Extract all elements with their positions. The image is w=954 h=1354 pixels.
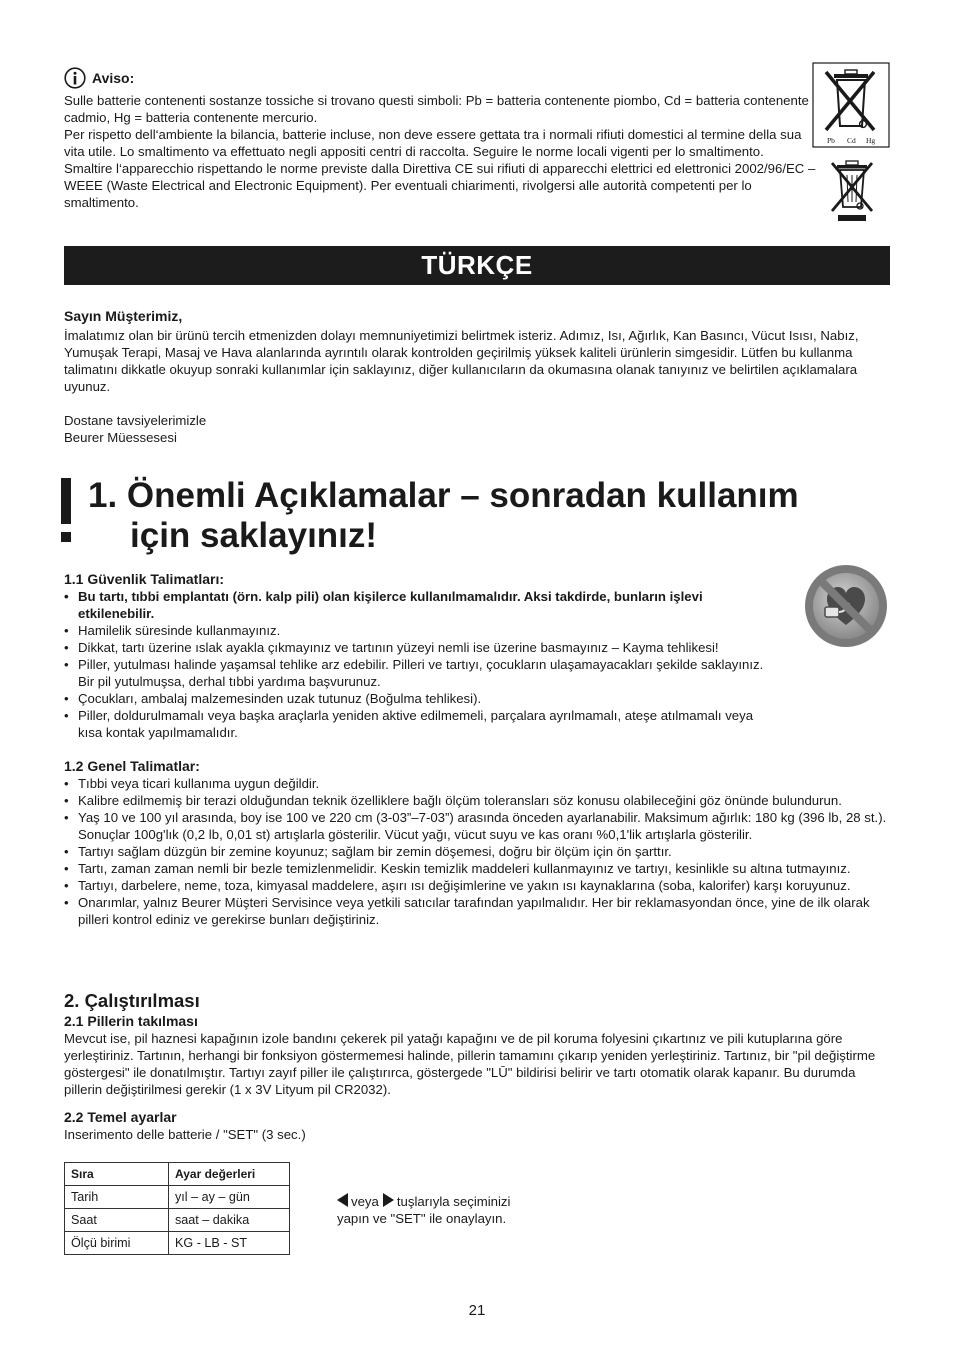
aviso-header xyxy=(64,66,816,90)
heading-important-notes xyxy=(88,476,888,556)
list-item: • Tartı, zaman zaman nemli bir bezle temizlenmelidir. Keskin temizlik maddeleri kullanmayınız ve tartıyı, kesinlikle su altına tutmayınız. xyxy=(64,860,890,877)
info-icon xyxy=(64,67,86,89)
closing-line-1: Dostane tavsiyelerimizle xyxy=(64,413,207,428)
arrow-left-icon xyxy=(337,1193,348,1207)
list-item: • Bu tartı, tıbbi emplantatı (örn. kalp pili) olan kişilerce kullanılmamalıdır. Aksi takdirde, bunların işlevi etkilenebilir. xyxy=(64,588,778,622)
table-row xyxy=(65,1186,290,1209)
no-pacemaker-icon xyxy=(803,563,889,649)
disposal-icons xyxy=(812,62,890,227)
intro-block xyxy=(64,308,890,446)
table-cell: saat – dakika xyxy=(169,1209,290,1232)
general-section xyxy=(64,757,890,928)
heading-line-2: için saklayınız! xyxy=(130,516,378,555)
bin-label-cd: Cd xyxy=(847,136,856,145)
settings-table xyxy=(64,1162,290,1255)
battery-bin-icon xyxy=(812,62,890,148)
list-item: • Onarımlar, yalnız Beurer Müşteri Servisince veya yetkili satıcılar tarafından yapılmalıdır. Her bir reklamasyondan önce, yine de ilk olarak pilleri kontrol ediniz ve gerekirse bunları değiştiriniz. xyxy=(64,894,890,928)
basic-settings-title: 2.2 Temel ayarlar xyxy=(64,1109,177,1125)
table-cell: Saat xyxy=(65,1209,169,1232)
general-title: 1.2 Genel Talimatlar: xyxy=(64,758,200,774)
language-section-bar: TÜRKÇE xyxy=(64,246,890,285)
aviso-block xyxy=(64,66,816,211)
safety-section xyxy=(64,570,778,741)
intro-text: İmalatımız olan bir ürünü tercih etmenizden dolayı memnuniyetimizi belirtmek isteriz. Adımız, Isı, Ağırlık, Kan Basıncı, Vücut Isısı, Nabız, Yumuşak Terapi, Masaj ve Hava alanlarında ayrıntılı olarak kontrolden geçirilmiş yüksek kaliteli ürünlerin simgesidir. Lütfen bu kullanma talimatını dikkatle okuyup sonraki kullanımlar için saklayınız, diğer kullanıcıların da okumasına olanak tanıyınız ve belirtilen açıklamalara uyunuz. xyxy=(64,328,859,394)
table-cell: yıl – ay – gün xyxy=(169,1186,290,1209)
batteries-text: Mevcut ise, pil haznesi kapağının izole bandını çekerek pil yatağı kapağını ve de pil koruma folyesini çıkartınız ve pili kutuplarına göre yerleştiriniz. Tartının, herhangi bir fonksiyon göstermemesi halinde, pillerin tamamını çıkarıp yeniden yerleştiriniz. Tartınız, bir "pil değiştirme göstergesi" ile donatılmıştır. Tartıyı zayıf piller ile çalıştırırca, göstergede "LŪ" bildirisi belirir ve tartı otomatik olarak kapanır. Bu durumda pillerin değiştirilmesi gerekir (1 x 3V Lityum pil CR2032). xyxy=(64,1031,876,1097)
operation-section xyxy=(64,990,890,1143)
heading-line-1: 1. Önemli Açıklamalar – sonradan kullanım xyxy=(88,476,799,515)
exclamation-warning-icon xyxy=(58,476,74,544)
batteries-title: 2.1 Pillerin takılması xyxy=(64,1013,198,1029)
closing-line-2: Beurer Müessesesi xyxy=(64,430,177,445)
safety-list xyxy=(64,588,778,741)
weee-bin-icon xyxy=(812,159,890,227)
list-item: • Tartıyı, darbelere, neme, toza, kimyasal maddelere, aşırı ısı değişimlerine ve yakın ısı kaynaklarına (soba, kalorifer) karşı koruyunuz. xyxy=(64,877,890,894)
aviso-text: Sulle batterie contenenti sostanze tossiche si trovano questi simboli: Pb = batteria contenente piombo, Cd = batteria contenente cadmio, Hg = batteria contenente mercurio. Per rispetto dell‘ambiente la bilancia, batterie incluse, non deve essere gettata tra i normali rifiuti domestici al termine della sua vita utile. Lo smaltimento va effettuato negli appositi centri di raccolta. Seguire le norme locali vigenti per lo smaltimento. Smaltire l‘apparecchio rispettando le norme previste dalla Direttiva CE sui rifiuti di apparecchi elettrici ed elettronici 2002/96/EC – WEEE (Waste Electrical and Electronic Equipment). Per eventuali chiarimenti, rivolgersi alle autorità competenti per lo smaltimento. xyxy=(64,93,816,210)
list-item: • Dikkat, tartı üzerine ıslak ayakla çıkmayınız ve tartının yüzeyi nemli ise üzerine basmayınız – Kayma tehlikesi! xyxy=(64,639,778,656)
list-item: • Yaş 10 ve 100 yıl arasında, boy ise 100 ve 220 cm (3-03”–7-03”) arasında önceden ayarlanabilir. Maksimum ağırlık: 180 kg (396 lb, 28 st.). Sonuçlar 100g'lık (0,2 lb, 0,01 st) artışlarla gösterilir. Vücut yağı, vücut suyu ve kas oranı %0,1'lik artışlarla gösterilir. xyxy=(64,809,890,843)
table-row xyxy=(65,1232,290,1255)
basic-settings-subtitle: Inserimento delle batterie / "SET" (3 sec.) xyxy=(64,1127,306,1142)
list-item: • Çocukları, ambalaj malzemesinden uzak tutunuz (Boğulma tehlikesi). xyxy=(64,690,778,707)
general-list xyxy=(64,775,890,928)
table-header-row xyxy=(65,1163,290,1186)
list-item: • Hamilelik süresinde kullanmayınız. xyxy=(64,622,778,639)
safety-title: 1.1 Güvenlik Talimatları: xyxy=(64,571,225,587)
bin-label-hg: Hg xyxy=(866,136,876,145)
navigation-note xyxy=(337,1193,557,1227)
list-item: • Piller, yutulması halinde yaşamsal tehlike arz edebilir. Pilleri ve tartıyı, çocukların ulaşamayacakları şekilde saklayınız. Bir pil yutulmuşsa, derhal tıbbi yardıma başvurunuz. xyxy=(64,656,778,690)
nav-note-or: veya xyxy=(351,1194,379,1209)
page-number: 21 xyxy=(468,1302,486,1319)
nav-note-line-2: yapın ve "SET" ile onaylayın. xyxy=(337,1211,507,1226)
operation-title: 2. Çalıştırılması xyxy=(64,990,200,1011)
table-header-cell: Ayar değerleri xyxy=(169,1163,290,1186)
table-cell: KG - LB - ST xyxy=(169,1232,290,1255)
table-header-cell: Sıra xyxy=(65,1163,169,1186)
table-row xyxy=(65,1209,290,1232)
bin-label-pb: Pb xyxy=(827,136,835,145)
table-cell: Ölçü birimi xyxy=(65,1232,169,1255)
list-item: • Piller, doldurulmamalı veya başka araçlarla yeniden aktive edilmemeli, parçalara ayrılmamalı, ateşe atılmamalı veya kısa kontak yapılmamalıdır. xyxy=(64,707,778,741)
salutation: Sayın Müşterimiz, xyxy=(64,308,183,324)
nav-note-keys: tuşlarıyla seçiminizi xyxy=(396,1194,511,1209)
list-item: • Kalibre edilmemiş bir terazi olduğundan teknik özelliklere bağlı ölçüm toleransları söz konusu olabileceğini göz önünde bulundurun. xyxy=(64,792,890,809)
table-cell: Tarih xyxy=(65,1186,169,1209)
aviso-title: Aviso: xyxy=(92,70,135,86)
list-item: • Tıbbi veya ticari kullanıma uygun değildir. xyxy=(64,775,890,792)
arrow-right-icon xyxy=(383,1193,394,1207)
list-item: • Tartıyı sağlam düzgün bir zemine koyunuz; sağlam bir zemin döşemesi, doğru bir ölçüm için ön şarttır. xyxy=(64,843,890,860)
